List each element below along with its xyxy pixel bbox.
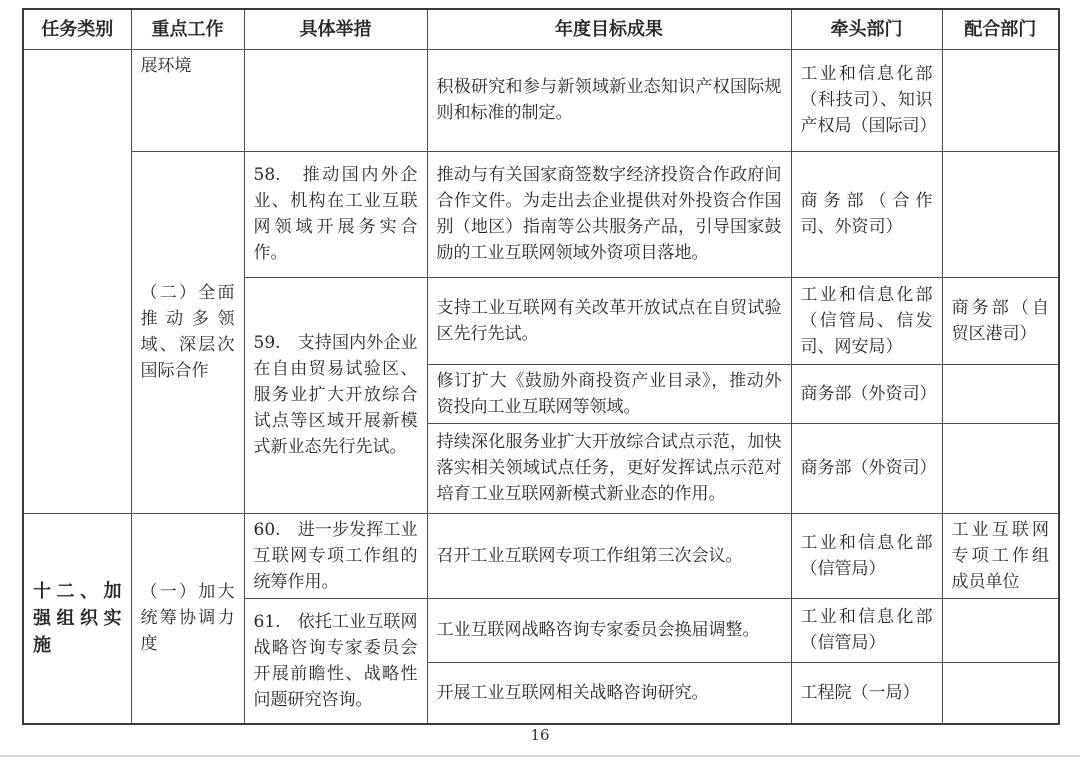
header-specific-measure: 具体举措 bbox=[244, 9, 427, 49]
cell-outcome: 持续深化服务业扩大开放综合试点示范，加快落实相关领域试点任务，更好发挥试点示范对培育工业互联网新模式新业态的作用。 bbox=[427, 423, 791, 513]
cell-outcome: 开展工业互联网相关战略咨询研究。 bbox=[427, 662, 791, 724]
header-lead-dept: 牵头部门 bbox=[791, 9, 942, 49]
header-task-category: 任务类别 bbox=[23, 9, 131, 49]
cell-lead: 工业和信息化部（信管局） bbox=[791, 513, 942, 598]
cell-category-blank bbox=[23, 49, 131, 513]
cell-lead: 工业和信息化部（科技司）、知识产权局（国际司） bbox=[791, 49, 942, 151]
header-annual-outcome: 年度目标成果 bbox=[427, 9, 791, 49]
page-number: 16 bbox=[530, 726, 550, 744]
cell-lead: 工业和信息化部（信管局） bbox=[791, 598, 942, 662]
header-key-work: 重点工作 bbox=[131, 9, 244, 49]
table-row bbox=[23, 151, 1059, 277]
cell-focus-section2: （二）全面推动多领域、深层次国际合作 bbox=[131, 151, 244, 513]
task-table bbox=[22, 8, 1060, 725]
cell-lead: 商务部（合作司、外资司） bbox=[791, 151, 942, 277]
cell-category-section12: 十二、加强组织实施 bbox=[23, 513, 131, 724]
cell-outcome: 召开工业互联网专项工作组第三次会议。 bbox=[427, 513, 791, 598]
cell-measure-61: 61. 依托工业互联网战略咨询专家委员会开展前瞻性、战略性问题研究咨询。 bbox=[244, 598, 427, 724]
cell-measure-60: 60. 进一步发挥工业互联网专项工作组的统筹作用。 bbox=[244, 513, 427, 598]
cell-support bbox=[942, 49, 1059, 151]
cell-support bbox=[942, 598, 1059, 662]
cell-lead: 工业和信息化部（信管局、信发司、网安局） bbox=[791, 277, 942, 364]
cell-focus-section1: （一）加大统筹协调力度 bbox=[131, 513, 244, 724]
cell-outcome: 积极研究和参与新领域新业态知识产权国际规则和标准的制定。 bbox=[427, 49, 791, 151]
cell-outcome: 推动与有关国家商签数字经济投资合作政府间合作文件。为走出去企业提供对外投资合作国别（地区）指南等公共服务产品，引导国家鼓励的工业互联网领域外资项目落地。 bbox=[427, 151, 791, 277]
cell-support: 工业互联网专项工作组成员单位 bbox=[942, 513, 1059, 598]
cell-measure-empty bbox=[244, 49, 427, 151]
cell-outcome: 支持工业互联网有关改革开放试点在自贸试验区先行先试。 bbox=[427, 277, 791, 364]
cell-support: 商务部（自贸区港司） bbox=[942, 277, 1059, 364]
cell-measure-59: 59. 支持国内外企业在自由贸易试验区、服务业扩大开放综合试点等区域开展新模式新业态先行先试。 bbox=[244, 277, 427, 513]
cell-outcome: 工业互联网战略咨询专家委员会换届调整。 bbox=[427, 598, 791, 662]
cell-focus-continuation: 展环境 bbox=[131, 49, 244, 151]
cell-lead: 工程院（一局） bbox=[791, 662, 942, 724]
cell-outcome: 修订扩大《鼓励外商投资产业目录》，推动外资投向工业互联网等领域。 bbox=[427, 364, 791, 423]
cell-support bbox=[942, 364, 1059, 423]
table-header-row bbox=[23, 9, 1059, 49]
cell-support bbox=[942, 662, 1059, 724]
cell-support bbox=[942, 423, 1059, 513]
header-support-dept: 配合部门 bbox=[942, 9, 1059, 49]
cell-measure-58: 58. 推动国内外企业、机构在工业互联网领域开展务实合作。 bbox=[244, 151, 427, 277]
cell-lead: 商务部（外资司） bbox=[791, 423, 942, 513]
table-row bbox=[23, 49, 1059, 151]
table-row bbox=[23, 513, 1059, 598]
cell-lead: 商务部（外资司） bbox=[791, 364, 942, 423]
cell-support bbox=[942, 151, 1059, 277]
